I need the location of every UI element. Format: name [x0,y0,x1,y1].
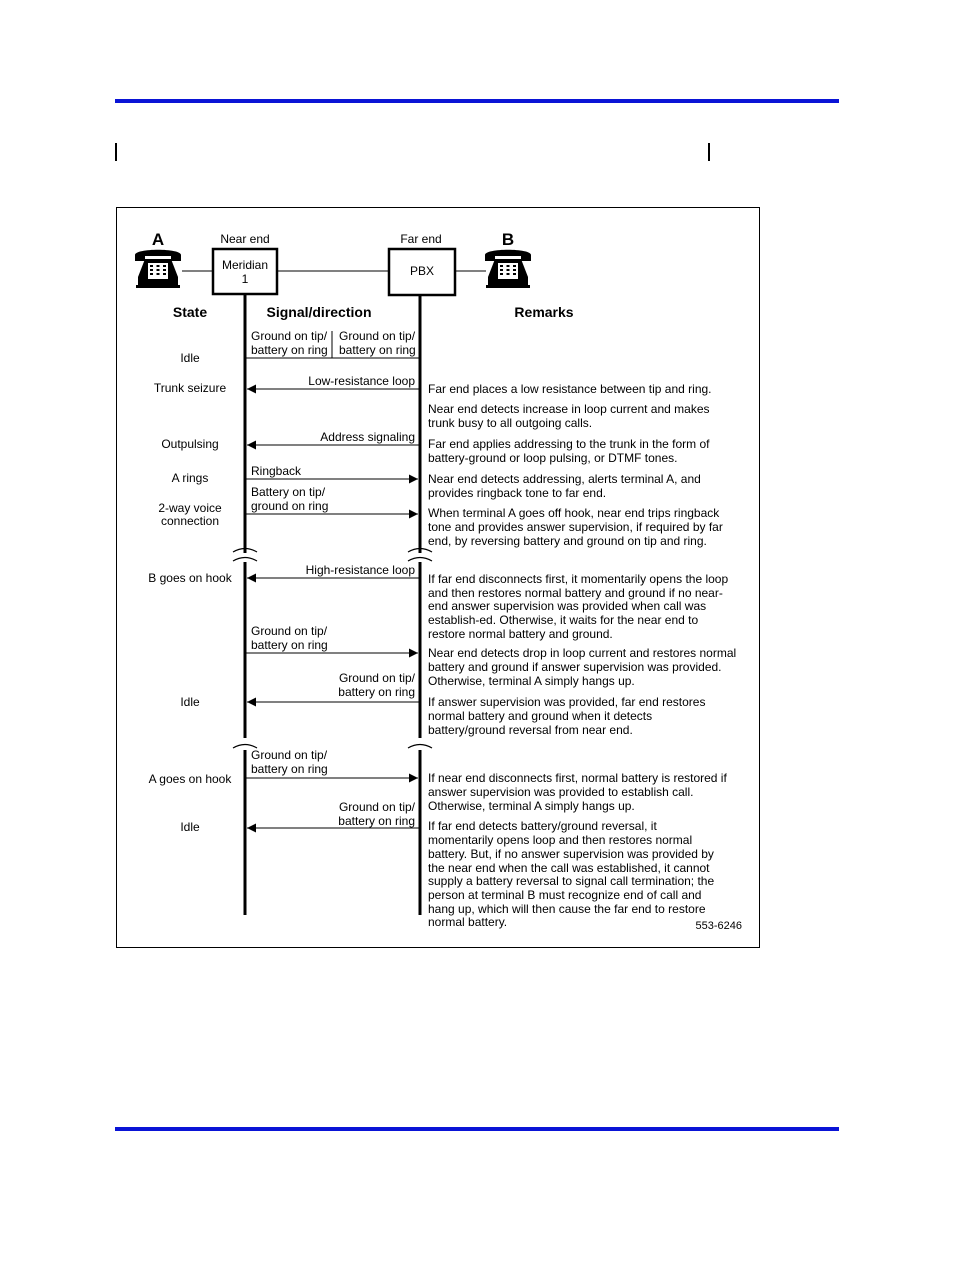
signal-idle-far-2: battery on ring [339,343,416,357]
state-two-way-voice: 2-way voice [158,501,222,515]
remark-2-line-0: Far end applies addressing to the trunk in the form of [428,437,710,451]
remark-7-line-0: If answer supervision was provided, far end restores [428,695,706,709]
remark-6-line-1: battery and ground if answer supervision was provided. [428,660,722,674]
state-idle-3: Idle [180,820,200,834]
remark-2-line-1: battery-ground or loop pulsing, or DTMF tones. [428,451,678,465]
remark-9-line-7: normal battery. [428,915,508,929]
state-a-rings: A rings [171,471,209,485]
signal-low-resistance: Low-resistance loop [308,374,415,388]
telephone-icon-a [135,250,181,288]
signal-battery-tip-2: ground on ring [251,499,329,513]
remark-4-line-1: tone and provides answer supervision, if required by far [428,520,723,534]
state-a-on-hook: A goes on hook [148,772,232,786]
state-connection: connection [160,514,220,528]
remark-6-line-2: Otherwise, terminal A simply hangs up. [428,674,635,688]
remark-1-line-1: trunk busy to all outgoing calls. [428,416,593,430]
state-idle-2: Idle [180,695,200,709]
signal-high-resistance: High-resistance loop [305,563,415,577]
state-outpulsing: Outpulsing [161,437,219,451]
remark-9-line-2: battery. But, if no answer supervision was provided by [428,847,714,861]
header-remarks: Remarks [514,304,574,320]
signal-idle-near-1: Ground on tip/ [251,329,328,343]
near-box-line1: Meridian [221,258,269,272]
near-end-label: Near end [220,232,270,246]
figure-id: 553-6246 [695,920,742,932]
remark-5-line-0: If far end disconnects first, it momentarily opens the loop [428,572,729,586]
state-trunk-seizure: Trunk seizure [153,381,227,395]
signal-near-restore-2: battery on ring [251,638,328,652]
remark-5-line-4: restore normal battery and ground. [428,627,613,641]
telephone-icon-b [485,250,531,288]
remark-4-line-2: end, by reversing battery and ground on tip and ring. [428,534,707,548]
remark-9-line-0: If far end detects battery/ground reversal, it [428,819,657,833]
state-idle-1: Idle [180,351,200,365]
remark-8-line-1: answer supervision was provided to establish call. [428,785,694,799]
signal-near-disconnect-1: Ground on tip/ [251,748,328,762]
remark-9-line-3: the near end when the call was established, it cannot [428,861,710,875]
remark-8-line-2: Otherwise, terminal A simply hangs up. [428,799,635,813]
remark-9-line-4: supply a battery reversal to signal call termination; the [428,874,715,888]
signal-address: Address signaling [320,430,415,444]
remark-9-line-1: momentarily opens loop and then restores normal [428,833,693,847]
terminal-b-letter: B [501,230,515,249]
signal-near-disconnect-2: battery on ring [251,762,328,776]
signal-far-restore-2: battery on ring [338,685,415,699]
far-box-label: PBX [409,264,435,278]
signal-far-response-2: battery on ring [338,814,415,828]
terminal-a-letter: A [151,230,165,249]
header-state: State [172,304,208,320]
remark-5-line-2: end answer supervision was provided when call was [428,599,707,613]
remark-7-line-1: normal battery and ground when it detects [428,709,653,723]
remark-5-line-1: and then restores normal battery and ground if no near- [428,586,723,600]
remark-1-line-0: Near end detects increase in loop current and makes [428,402,710,416]
remark-6-line-0: Near end detects drop in loop current and restores normal [428,646,737,660]
signal-ringback: Ringback [251,464,302,478]
near-box-line2: 1 [241,272,249,286]
state-b-on-hook: B goes on hook [148,571,232,585]
remark-0-line-0: Far end places a low resistance between tip and ring. [428,382,712,396]
far-end-label: Far end [400,232,442,246]
remark-7-line-2: battery/ground reversal from near end. [428,723,633,737]
signal-far-response-1: Ground on tip/ [338,800,415,814]
signal-idle-near-2: battery on ring [251,343,328,357]
signal-far-restore-1: Ground on tip/ [338,671,415,685]
remark-9-line-5: person at terminal B must recognize end of call and [428,888,702,902]
remark-3-line-1: provides ringback tone to far end. [428,486,607,500]
remark-9-line-6: hang up, which will then cause the far end to restore [428,902,706,916]
signal-near-restore-1: Ground on tip/ [251,624,328,638]
signal-idle-far-1: Ground on tip/ [339,329,416,343]
remark-5-line-3: establish-ed. Otherwise, it waits for the near end to [428,613,699,627]
remark-8-line-0: If near end disconnects first, normal battery is restored if [428,771,727,785]
remark-3-line-0: Near end detects addressing, alerts terminal A, and [428,472,701,486]
signal-battery-tip-1: Battery on tip/ [251,485,326,499]
header-signal: Signal/direction [266,304,372,320]
remark-4-line-0: When terminal A goes off hook, near end trips ringback [428,506,720,520]
